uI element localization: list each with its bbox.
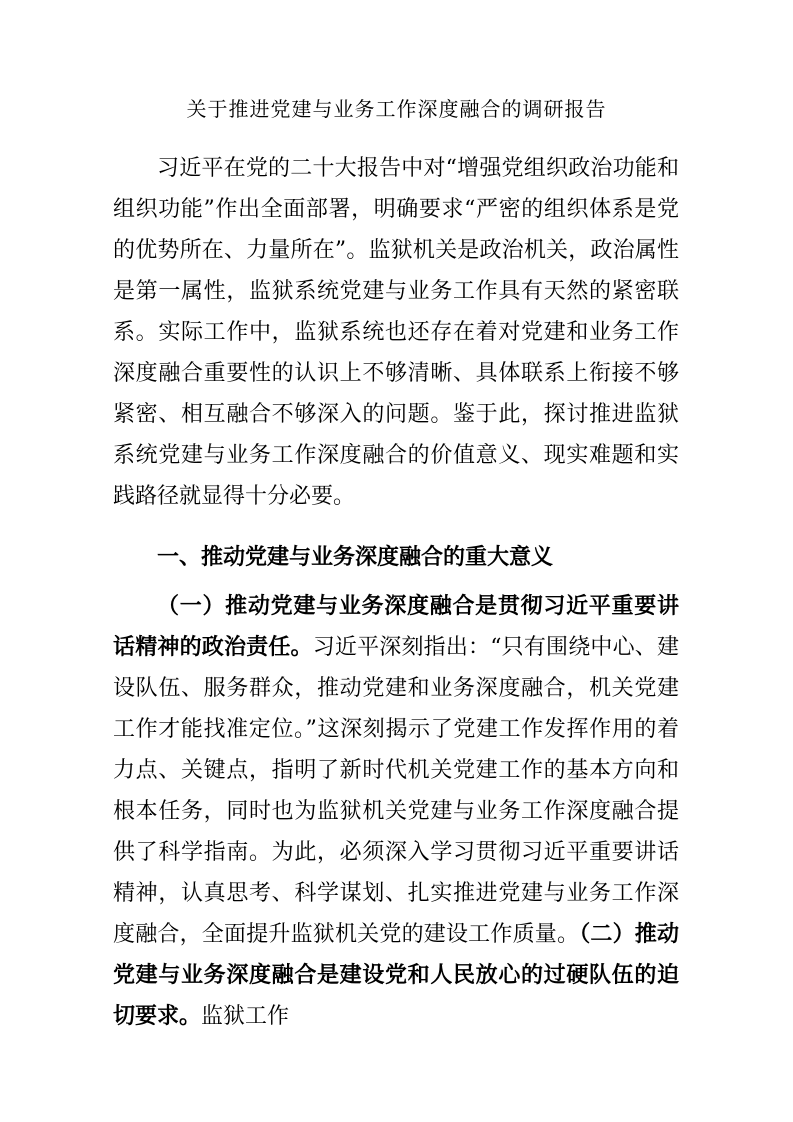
document-body	[113, 148, 679, 1037]
subsection-1-lead: （一）推动党建与业务深度融合是贯彻习近平重要讲话精神的政治责任。	[113, 593, 679, 660]
section-heading-1: 一、推动党建与业务深度融合的重大意义	[157, 544, 554, 570]
intro-paragraph: 习近平在党的二十大报告中对“增强党组织政治功能和组织功能”作出全面部署，明确要求“严密的组织体系是党的优势所在、力量所在”。监狱机关是政治机关，政治属性是第一属性，监狱系统党建与业务工作具有天然的紧密联系。实际工作中，监狱系统也还存在着对党建和业务工作深度融合重要性的认识上不够清晰、具体联系上衔接不够紧密、相互融合不够深入的问题。鉴于此，探讨推进监狱系统党建与业务工作深度融合的价值意义、现实难题和实践路径就显得十分必要。	[113, 156, 679, 509]
subsection-paragraph-1	[113, 586, 679, 1037]
subsection-2-body: 监狱工作	[201, 1004, 290, 1029]
subsection-2-lead: （二）推动党建与业务深度融合是建设党和人民放心的过硬队伍的迫切要求。	[113, 921, 679, 1029]
document-title: 关于推进党建与业务工作深度融合的调研报告	[186, 97, 607, 121]
subsection-1-body: 习近平深刻指出：“只有围绕中心、建设队伍、服务群众，推动党建和业务深度融合，机关党建工作才能找准定位。”这深刻揭示了党建工作发挥作用的着力点、关键点，指明了新时代机关党建工作的基本方向和根本任务，同时也为监狱机关党建与业务工作深度融合提供了科学指南。为此，必须深入学习贯彻习近平重要讲话精神，认真思考、科学谋划、扎实推进党建与业务工作深度融合，全面提升监狱机关党的建设工作质量。	[113, 635, 679, 947]
